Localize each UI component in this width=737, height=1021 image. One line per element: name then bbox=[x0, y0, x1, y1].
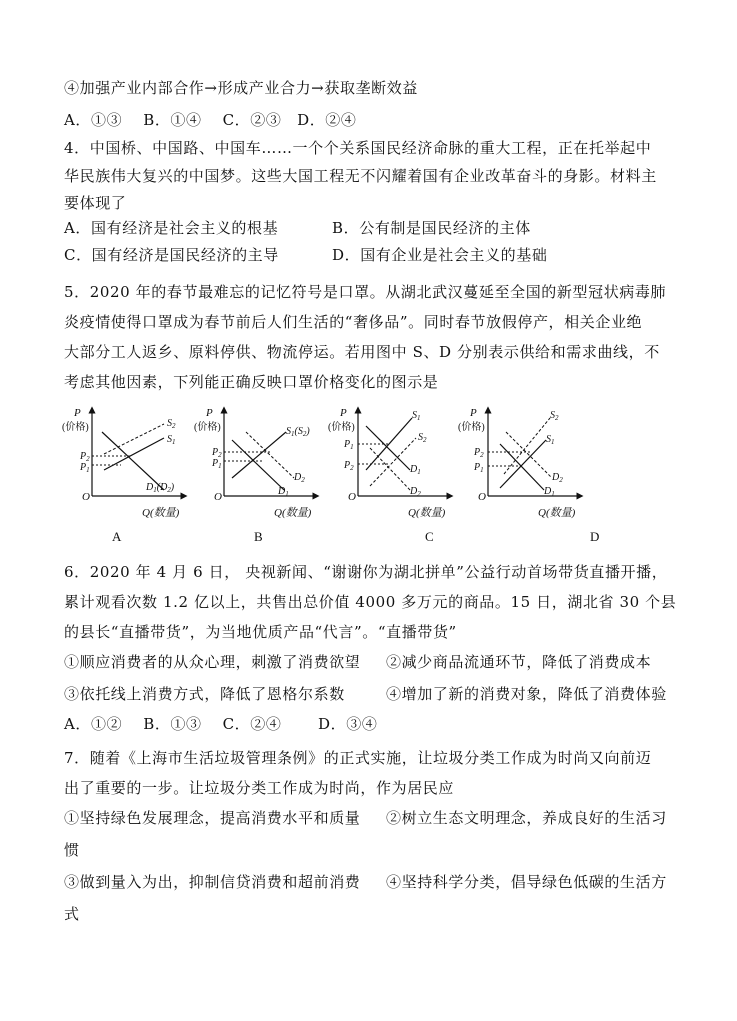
q7-item-2: ②树立生态文明理念，养成良好的生活习 bbox=[386, 809, 667, 827]
q6-stem-line-2: 累计观看次数 1.2 亿以上，共售出总价值 4000 多万元的商品。15 日，湖北省 30 个县 bbox=[64, 593, 677, 611]
axis-p-label: P bbox=[74, 407, 81, 419]
q7-stem-line-2: 出了重要的一步。让垃圾分类工作成为时尚，作为居民应 bbox=[64, 779, 455, 797]
q6-stem-line-3: 的县长“直播带货”，为当地优质产品“代言”。“直播带货” bbox=[64, 623, 457, 641]
q6-options: A．①② B．①③ C．②④ D．③④ bbox=[64, 715, 378, 733]
p1-label: $P_1$ bbox=[80, 462, 90, 474]
supply-curve-s1 bbox=[366, 418, 412, 470]
origin-label: O bbox=[214, 491, 222, 503]
q5-stem-line-4: 考虑其他因素，下列能正确反映口罩价格变化的图示是 bbox=[64, 373, 439, 391]
p2-label: $P_2$ bbox=[344, 460, 354, 472]
q6-item-1: ①顺应消费者的从众心理，刺激了消费欲望 bbox=[64, 653, 361, 671]
q6-item-2: ②减少商品流通环节，降低了消费成本 bbox=[386, 653, 652, 671]
graph-label-a: A bbox=[112, 529, 122, 544]
s1-label: $S_1$ bbox=[412, 410, 421, 422]
q4-stem-line-2: 华民族伟大复兴的中国梦。这些大国工程无不闪耀着国有企业改革奋斗的身影。材料主 bbox=[64, 167, 657, 185]
q4-option-c: C．国有经济是国民经济的主导 bbox=[64, 246, 279, 264]
axis-p-label: P bbox=[470, 407, 477, 419]
q5-stem-line-3: 大部分工人返乡、原料停供、物流停运。若用图中 S、D 分别表示供给和需求曲线，不 bbox=[64, 343, 660, 361]
s2-label: $S_2$ bbox=[418, 432, 427, 444]
d1-label: $D_1$ bbox=[544, 486, 555, 498]
q4-option-a: A．国有经济是社会主义的根基 bbox=[64, 219, 279, 237]
d1-d2-label: $D_1(D_2)$ bbox=[146, 482, 175, 494]
s1-label: $S_1$ bbox=[167, 434, 176, 446]
q5-stem-line-2: 炎疫情使得口罩成为春节前后人们生活的“奢侈品”。同时春节放假停产，相关企业绝 bbox=[64, 313, 643, 331]
axis-p-label: P bbox=[340, 407, 347, 419]
q4-option-b: B．公有制是国民经济的主体 bbox=[332, 219, 531, 237]
supply-demand-graph-b bbox=[196, 404, 346, 526]
axis-price-label: (价格) bbox=[328, 422, 355, 433]
q7-item-1: ①坚持绿色发展理念，提高消费水平和质量 bbox=[64, 809, 361, 827]
origin-label: O bbox=[478, 491, 486, 503]
demand-curve-d1 bbox=[500, 444, 544, 490]
q4-option-d: D．国有企业是社会主义的基础 bbox=[332, 246, 548, 264]
q4-stem-line-1: 4．中国桥、中国路、中国车……一个个关系国民经济命脉的重大工程，正在托举起中 bbox=[64, 139, 652, 157]
s2-label: $S_2$ bbox=[550, 410, 559, 422]
q3-item-4: ④加强产业内部合作→形成产业合力→获取垄断效益 bbox=[64, 79, 418, 97]
demand-curve-d1 bbox=[232, 440, 284, 490]
q6-item-4: ④增加了新的消费对象，降低了消费体验 bbox=[386, 685, 667, 703]
axis-price-label: (价格) bbox=[458, 422, 485, 433]
supply-demand-graph-d bbox=[460, 404, 610, 526]
p2-label: $P_2$ bbox=[212, 447, 222, 459]
graph-label-b: B bbox=[254, 529, 263, 544]
p1-label: $P_1$ bbox=[344, 439, 354, 451]
q7-item-4-wrap: 式 bbox=[64, 905, 80, 923]
origin-label: O bbox=[348, 491, 356, 503]
q7-stem-line-1: 7．随着《上海市生活垃圾管理条例》的正式实施，让垃圾分类工作成为时尚又向前迈 bbox=[64, 749, 652, 767]
s2-label: $S_2$ bbox=[167, 418, 176, 430]
supply-curve-s2 bbox=[104, 424, 164, 454]
q7-item-4: ④坚持科学分类，倡导绿色低碳的生活方 bbox=[386, 873, 667, 891]
s1-s2-label: $S_1(S_2)$ bbox=[286, 426, 310, 438]
d2-label: $D_2$ bbox=[410, 486, 421, 498]
axis-q-label: Q(数量) bbox=[142, 507, 180, 519]
axis-price-label: (价格) bbox=[194, 422, 221, 433]
axis-p-label: P bbox=[206, 407, 213, 419]
q7-item-3: ③做到量入为出，抑制信贷消费和超前消费 bbox=[64, 873, 361, 891]
supply-curve-s1 bbox=[500, 440, 546, 488]
q5-stem-line-1: 5．2020 年的春节最难忘的记忆符号是口罩。从湖北武汉蔓延至全国的新型冠状病毒肺 bbox=[64, 283, 667, 301]
axis-q-label: Q(数量) bbox=[408, 507, 446, 519]
d2-label: $D_2$ bbox=[294, 472, 305, 484]
q6-stem-line-1: 6．2020 年 4 月 6 日， 央视新闻、“谢谢你为湖北拼单”公益行动首场带货直播开播， bbox=[64, 563, 668, 581]
origin-label: O bbox=[82, 491, 90, 503]
d2-label: $D_2$ bbox=[552, 472, 563, 484]
axis-price-label: (价格) bbox=[62, 422, 89, 433]
p2-label: $P_2$ bbox=[474, 447, 484, 459]
p2-label: $P_2$ bbox=[80, 451, 90, 463]
graph-label-d: D bbox=[590, 529, 600, 544]
demand-curve-d2 bbox=[246, 432, 294, 478]
s1-label: $S_1$ bbox=[546, 434, 555, 446]
q7-item-2-wrap: 惯 bbox=[64, 841, 80, 859]
axis-q-label: Q(数量) bbox=[538, 507, 576, 519]
d1-label: $D_1$ bbox=[410, 464, 421, 476]
d1-label: $D_1$ bbox=[278, 486, 289, 498]
q6-item-3: ③依托线上消费方式，降低了恩格尔系数 bbox=[64, 685, 345, 703]
q3-options: A．①③ B．①④ C．②③ D．②④ bbox=[64, 111, 357, 129]
supply-demand-graph-a bbox=[64, 404, 214, 526]
q4-stem-line-3: 要体现了 bbox=[64, 194, 127, 212]
demand-curve-d1 bbox=[102, 432, 164, 490]
supply-curve-s1-s2 bbox=[232, 432, 286, 478]
demand-curve-d2 bbox=[370, 448, 410, 490]
supply-curve-s2 bbox=[504, 418, 550, 474]
p1-label: $P_1$ bbox=[474, 462, 484, 474]
supply-curve-s2 bbox=[370, 438, 416, 486]
axis-q-label: Q(数量) bbox=[274, 507, 312, 519]
p1-label: $P_1$ bbox=[212, 458, 222, 470]
graph-label-c: C bbox=[425, 529, 434, 544]
